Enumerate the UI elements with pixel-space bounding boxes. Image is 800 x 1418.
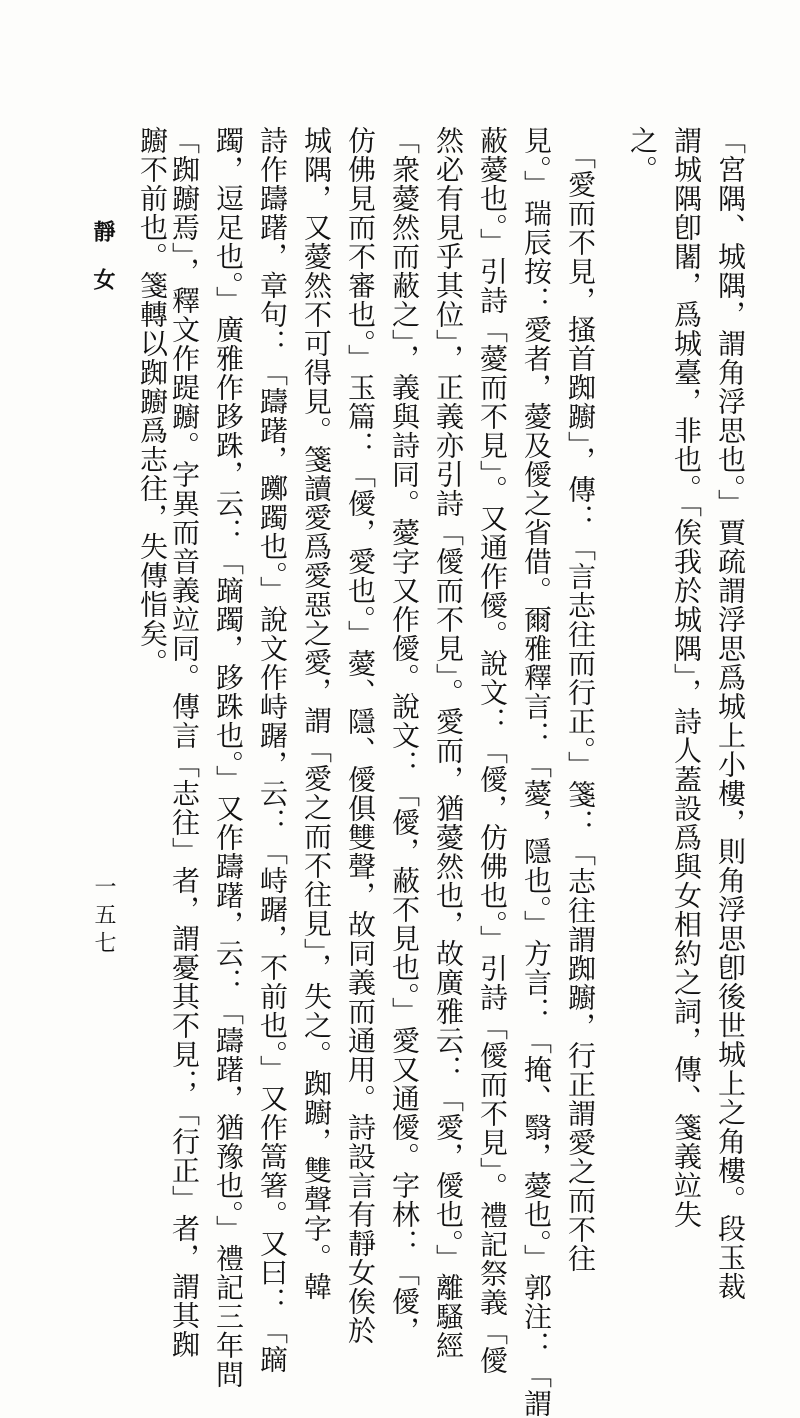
text-column: 「宮隅、城隅，謂角浮思也。」賈疏謂浮思爲城上小樓，則角浮思卽後世城上之角樓。段玉裁: [714, 126, 747, 1301]
text-column: 見。」瑞辰按：愛者，薆及僾之省借。爾雅釋言：「薆，隱也。」方言：「掩、翳，薆也。」郭注：「謂: [520, 126, 553, 1418]
text-column: 躕不前也。箋轉以踟躕爲志往，失傳恉矣。: [136, 126, 169, 677]
text-column: 謂城隅卽闍，爲城臺，非也。「俟我於城隅」，詩人蓋設爲與女相約之詞，傳、箋義竝失: [670, 126, 703, 1229]
text-column: 「踟躕焉」，釋文作踶躕。字異而音義竝同。傳言「志往」者，謂憂其不見；「行正」者，謂其踟: [168, 126, 201, 1359]
text-column: 詩作躊躇，章句：「躊躇，躑躅也。」說文作峙䠧，云：「峙䠧，不前也。」又作篙箸。又曰：「蹢: [256, 126, 289, 1374]
text-column: 「衆薆然而蔽之」，義與詩同。薆字又作僾。說文：「僾，蔽不見也。」愛又通僾。字林：「僾，: [388, 126, 421, 1345]
text-column: 然必有見乎其位」，正義亦引詩「僾而不見」。愛而，猶薆然也，故廣雅云：「愛，僾也。」離騷經: [432, 126, 465, 1360]
text-column: 蔽薆也。」引詩「薆而不見」。又通作僾。說文：「僾，仿佛也。」引詩「僾而不見」。禮記祭義「僾: [476, 126, 509, 1375]
page-number: 一五七: [91, 875, 116, 959]
text-column: 仿佛見而不審也。」玉篇：「僾，愛也。」薆、隱、僾俱雙聲，故同義而通用。詩設言有靜女俟於: [344, 126, 377, 1345]
text-column: 之。: [626, 126, 659, 184]
text-column: 城隅，又薆然不可得見。箋讀愛爲愛惡之愛，謂「愛之而不往見」，失之。踟躕，雙聲字。韓: [300, 126, 333, 1301]
text-column: 「愛而不見，搔首踟躕」，傳：「言志往而行正。」箋：「志往謂踟躕，行正謂愛之而不往: [564, 126, 597, 1273]
running-header-title: 靜女: [90, 220, 116, 316]
text-column: 躅，逗足也。」廣雅作跢跦，云：「蹢躅，跢跦也。」又作躊躇，云：「躊躇，猶豫也。」禮記三年問: [212, 126, 245, 1389]
